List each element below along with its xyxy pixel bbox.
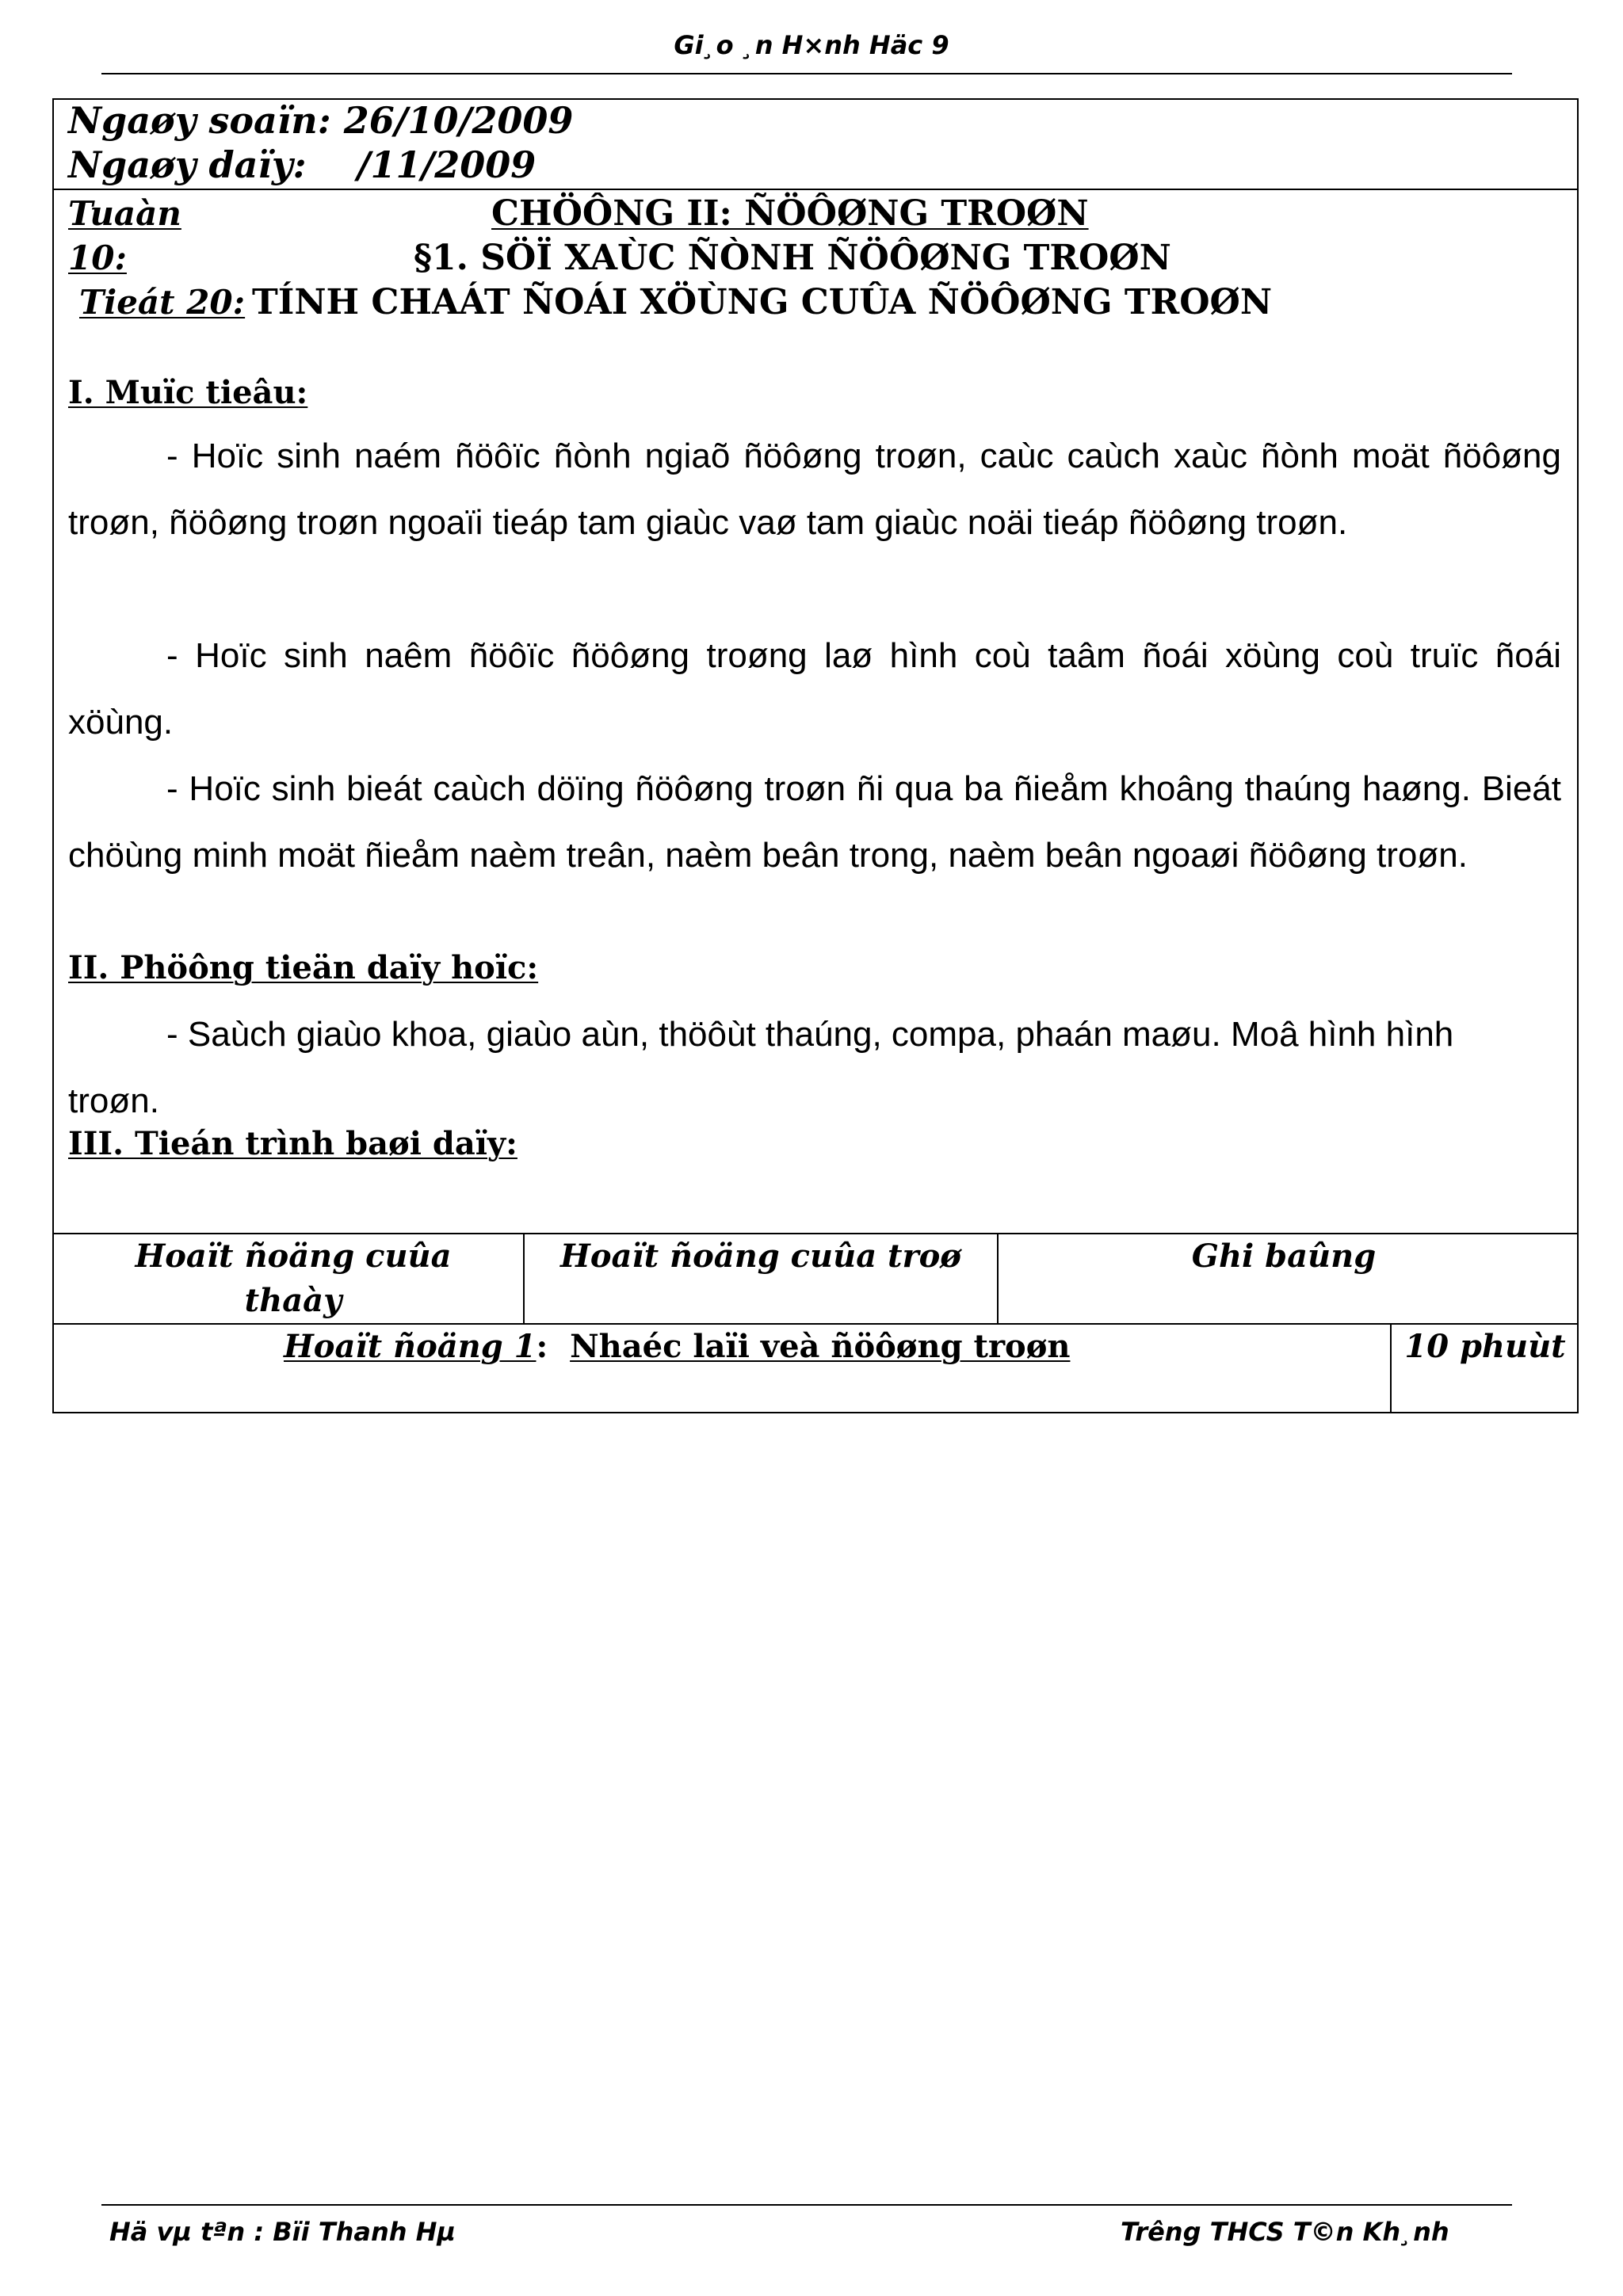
period-label: Tieát 20: [79, 283, 246, 322]
header-rule [101, 73, 1512, 74]
heading-procedure: III. Tieán trình baøi daïy: [68, 1125, 517, 1162]
date-teaching: Ngaøy daïy: /11/2009 [68, 143, 537, 186]
activity-title: Nhaéc laïi veà ñöôøng troøn [570, 1328, 1071, 1365]
materials-item: - Saùch giaùo khoa, giaùo aùn, thöôùt thaúng, compa, phaán maøu. Moâ hình hình troøn. [68, 1015, 1454, 1120]
chapter-title: CHÖÔNG II: ÑÖÔØNG TROØN [491, 193, 1089, 234]
subsection-title: TÍNH CHAÁT ÑOÁI XÖÙNG CUÛA ÑÖÔØNG TROØN [252, 282, 1273, 322]
col-header-teacher: Hoaït ñoäng cuûa thaày [135, 1238, 452, 1319]
col-header-board: Ghi baûng [1191, 1238, 1377, 1275]
section-title: §1. SÖÏ XAÙC ÑÒNH ÑÖÔØNG TROØN [414, 238, 1171, 278]
objective-item: - Hoïc sinh naêm ñöôïc ñöôøng troøng laø hình coù taâm ñoái xöùng coù truïc ñoái xöùng. [68, 636, 1561, 742]
footer-rule [101, 2204, 1512, 2206]
week-number: 10: [68, 238, 127, 277]
heading-objectives: I. Muïc tieâu: [68, 374, 308, 411]
objective-item: - Hoïc sinh naém ñöôïc ñònh ngiaõ ñöôøng troøn, caùc caùch xaùc ñònh moät ñöôøng troøn, ñöôøng troøn ngoaïi tieáp tam giaùc vaø tam giaùc noäi tieáp ñöôøng troøn. [68, 437, 1561, 542]
date-prepared: Ngaøy soaïn: 26/10/2009 [68, 99, 574, 142]
page-header-title: Gi¸o ¸n H×nh Häc 9 [674, 30, 949, 60]
col-header-student: Hoaït ñoäng cuûa troø [560, 1238, 961, 1275]
divider-dates [52, 189, 1579, 190]
footer-author: Hä vµ tªn : Bïi Thanh Hµ [109, 2217, 456, 2247]
activity-time: 10 phuùt [1404, 1328, 1566, 1365]
objective-item: - Hoïc sinh bieát caùch döïng ñöôøng troøn ñi qua ba ñieåm khoâng thaúng haøng. Bieát chöùng minh moät ñieåm naèm treân, naèm beân trong, naèm beân ngoaøi ñöôøng troøn. [68, 769, 1561, 875]
heading-materials: II. Phöông tieän daïy hoïc: [68, 949, 539, 986]
activity-heading: Hoaït ñoäng 1: Nhaéc laïi veà ñöôøng troøn [284, 1328, 1071, 1365]
footer-school: Trêng THCS T©n Kh¸nh [1121, 2217, 1449, 2247]
col-divider-2 [997, 1233, 999, 1323]
week-label: Tuaàn [68, 194, 181, 233]
col-divider-1 [523, 1233, 525, 1323]
